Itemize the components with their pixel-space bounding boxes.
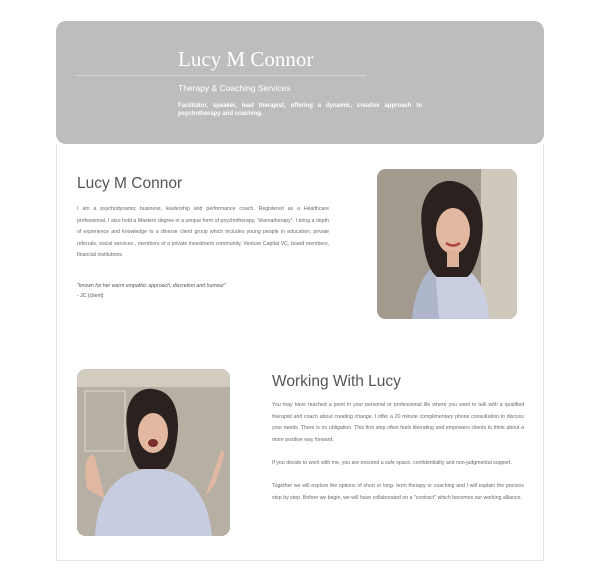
working-paragraph: If you decide to work with me, you are ensured a safe space, confidentiality and non-judgmental support. xyxy=(272,459,512,466)
quote-attribution: - JC (client) xyxy=(77,293,104,299)
working-paragraph: Together we will explore the options of short or long- term therapy or coaching and I will explain the process step by step. Before we begin, we will have collaborated on a "contract" which becomes our working alliance. xyxy=(272,483,524,501)
header-divider xyxy=(76,75,366,76)
site-header xyxy=(56,21,544,144)
about-heading: Lucy M Connor xyxy=(77,175,183,192)
site-title: Lucy M Connor xyxy=(178,47,314,71)
working-body xyxy=(272,400,524,516)
site-tagline: Therapy & Coaching Services xyxy=(178,83,291,93)
working-heading: Working With Lucy xyxy=(272,373,401,390)
about-body: I am a psychodynamic business, leadership and performance coach. Registered as a Healthcare professional, I also hold a Masters degree in a unique form of psychotherapy, "dramatherapy". I bring a depth of experience and knowledge to a diverse client group which includes young people in education, private referrals, social services , members of a private investment community, Venture Capital VC, board members, financial institutions. xyxy=(77,206,329,259)
consultation-photo xyxy=(77,369,230,536)
client-quote: "known for her warm empathic approach, discretion and humour" xyxy=(77,283,227,289)
portrait-photo xyxy=(377,169,517,319)
working-paragraph: You may have reached a point in your personal or professional life where you want to talk with a qualified therapist and coach about creating change. I offer a 20 minute complimentary phone consultation to discuss your needs. There is no obligation. This first step often feels liberating and empowers clients to think about a more positive way forward. xyxy=(272,402,524,443)
content-card xyxy=(56,144,544,561)
site-intro: Facilitator, speaker, lead therapist, offering a dynamic, creative approach to psychotherapy and coaching. xyxy=(178,103,422,117)
